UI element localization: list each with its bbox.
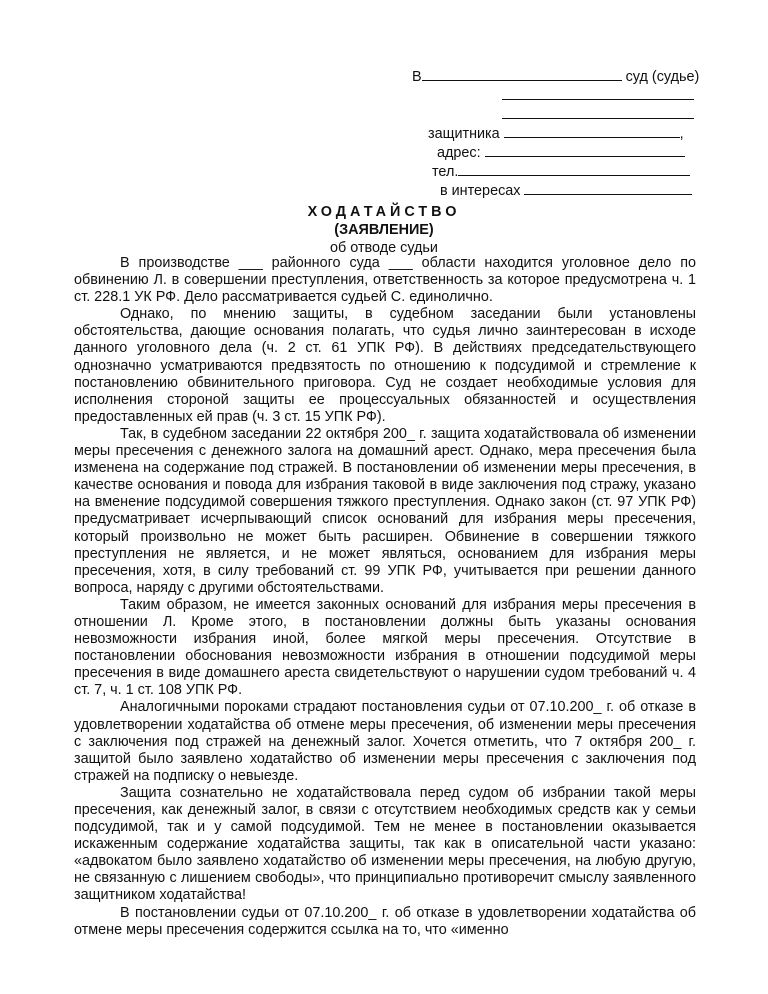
defender-name-field[interactable]	[504, 123, 680, 138]
court-name-field[interactable]	[422, 66, 622, 81]
paragraph: Однако, по мнению защиты, в судебном заседании были установлены обстоятельства, дающие основания полагать, что судья лично заинтересован в исходе данного уголовного дела (ч. 2 ст. 61 УПК РФ). В действиях председательствующего однозначно усматриваются предвзятость по отношению к подсудимой и стремление к постановлению обвинительного приговора. Суд не создает необходимые условия для исполнения стороной защиты ее процессуальных обязанностей и осуществления предоставленных ей прав (ч. 3 ст. 15 УПК РФ).	[74, 306, 696, 425]
defender-label: защитника	[428, 126, 504, 142]
interests-label: в интересах	[440, 183, 525, 199]
blank-field[interactable]	[502, 104, 694, 119]
address-line	[412, 142, 702, 161]
addressee-block	[412, 66, 702, 199]
interests-line	[412, 180, 702, 199]
paragraph: В постановлении судьи от 07.10.200_ г. об отказе в удовлетворении ходатайства об отмене меры пресечения содержится ссылка на то, что «именно	[74, 904, 696, 938]
defender-line	[412, 123, 702, 142]
judge-name-field[interactable]	[502, 85, 694, 100]
address-field[interactable]	[485, 142, 685, 157]
phone-line	[412, 161, 702, 180]
defender-suffix: ,	[679, 126, 684, 142]
document-body	[74, 255, 696, 939]
court-suffix: суд (судье)	[621, 69, 700, 85]
paragraph: Таким образом, не имеется законных оснований для избрания меры пресечения в отношении Л. Кроме этого, в постановлении должны быть указаны основания невозможности избрания иной, более мягкой меры пресечения. Отсутствие в постановлении обоснования невозможности избрания в отношении подсудимой меры пресечения в виде домашнего ареста свидетельствуют о нарушении судом требований ч. 4 ст. 7, ч. 1 ст. 108 УПК РФ.	[74, 596, 696, 699]
court-line	[412, 66, 702, 85]
paragraph: В производстве ___ районного суда ___ области находится уголовное дело по обвинению Л. в совершении преступления, ответственность за которое предусмотрена ч. 1 ст. 228.1 УК РФ. Дело рассматривается судьей С. единолично.	[74, 255, 696, 306]
blank-line	[412, 104, 702, 123]
address-label: адрес:	[437, 145, 485, 161]
interests-field[interactable]	[524, 180, 692, 195]
title-topic: об отводе судьи	[330, 240, 438, 256]
phone-label: тел.	[432, 164, 459, 180]
court-prefix: В	[412, 69, 422, 85]
title-sub: (ЗАЯВЛЕНИЕ)	[334, 222, 434, 238]
phone-field[interactable]	[458, 161, 690, 176]
paragraph: Защита сознательно не ходатайствовала перед судом об избрании такой меры пресечения, как денежный залог, в связи с отсутствием необходимых средств как у семьи подсудимой, так и у самой подсудимой. Тем не менее в постановлении оказывается искаженным содержание ходатайства защиты, так как в описательной части указано: «адвокатом было заявлено ходатайство об изменении меры пресечения, на любую другую, не связанную с лишением свободы», что принципиально противоречит смыслу заявленного защитником ходатайства!	[74, 784, 696, 904]
judge-line	[412, 85, 702, 104]
paragraph: Аналогичными пороками страдают постановления судьи от 07.10.200_ г. об отказе в удовлетворении ходатайства об отмене меры пресечения, об изменении меры пресечения с заключения под стражей на денежный залог. Хочется отметить, что 7 октября 200_ г. защитой было заявлено ходатайство об изменении меры пресечения с заключения под стражей на подписку о невыезде.	[74, 699, 696, 784]
paragraph: Так, в судебном заседании 22 октября 200_ г. защита ходатайствовала об изменении меры пресечения с денежного залога на домашний арест. Однако, мера пресечения была изменена на содержание под стражей. В постановлении об изменении меры пресечения, в качестве основания и повода для избрания таковой в виде заключения под стражу, указано на вменение подсудимой совершения тяжкого преступления. Однако закон (ст. 97 УПК РФ) предусматривает исчерпывающий список оснований для избрания меры пресечения, который произвольно не может быть расширен. Обвинение в совершении тяжкого преступления не является, и не может являться, основанием для избрания меры пресечения, хотя, в силу требований ст. 99 УПК РФ, учитывается при решении данного вопроса, наряду с другими обстоятельствами.	[74, 425, 696, 596]
document-title	[0, 203, 768, 257]
title-main: ХОДАТАЙСТВО	[307, 204, 461, 220]
